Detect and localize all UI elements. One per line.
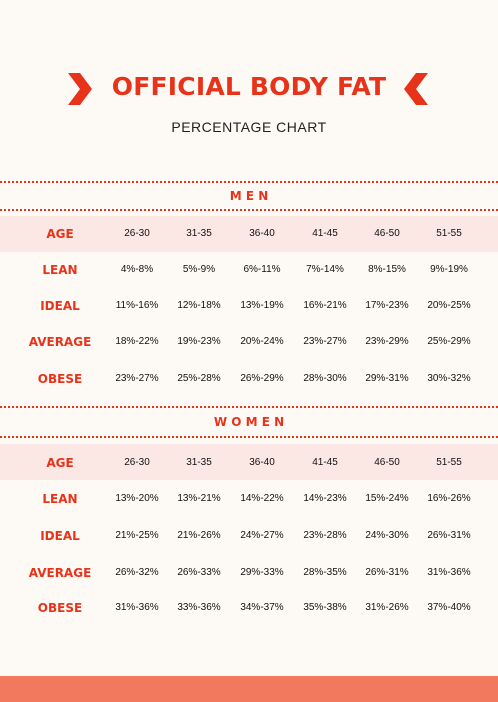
table-cell: 35%-38% [303,602,347,613]
table-row [0,369,498,389]
table-cell: 25%-28% [177,373,221,384]
table-cell: 21%-26% [177,530,221,541]
table-cell: 17%-23% [365,300,409,311]
table-cell: 24%-30% [365,530,409,541]
header-age: AGE [46,456,74,470]
row-label: OBESE [37,372,83,386]
table-cell: 26%-32% [115,567,159,578]
table-cell: 13%-19% [240,300,284,311]
table-cell: 23%-28% [303,530,347,541]
table-cell: 28%-35% [303,567,347,578]
table-cell: 14%-23% [303,493,347,504]
table-cell: 25%-29% [427,336,471,347]
table-cell: 9%-19% [430,264,468,275]
divider-dotted [0,209,498,211]
table-cell: 33%-36% [177,602,221,613]
header-cell: 36-40 [249,228,275,239]
divider-dotted [0,181,498,183]
section-label-women: W O M E N [213,415,285,429]
row-label: AVERAGE [28,335,92,349]
table-cell: 4%-8% [120,264,154,275]
table-header-row [0,224,498,244]
header-cell: 41-45 [312,457,338,468]
header-cell: 26-30 [124,228,150,239]
table-cell: 16%-21% [303,300,347,311]
table-cell: 23%-27% [303,336,347,347]
table-row [0,260,498,280]
table-row [0,489,498,509]
table-cell: 26%-31% [427,530,471,541]
table-cell: 31%-36% [115,602,159,613]
table-cell: 8%-15% [368,264,406,275]
header-cell: 51-55 [436,457,462,468]
table-cell: 30%-32% [427,373,471,384]
header-cell: 46-50 [374,457,400,468]
table-cell: 21%-25% [115,530,159,541]
table-header-row [0,453,498,473]
header-cell: 41-45 [312,228,338,239]
table-cell: 13%-21% [177,493,221,504]
header-cell: 31-35 [186,228,212,239]
table-cell: 14%-22% [240,493,284,504]
table-cell: 29%-33% [240,567,284,578]
row-label: OBESE [37,601,83,615]
row-label: LEAN [42,263,78,277]
table-row [0,526,498,546]
table-cell: 20%-24% [240,336,284,347]
table-cell: 28%-30% [303,373,347,384]
table-cell: 31%-26% [365,602,409,613]
table-cell: 5%-9% [182,264,216,275]
footer-bar [0,676,498,702]
row-label: IDEAL [40,299,80,313]
table-cell: 24%-27% [240,530,284,541]
table-cell: 15%-24% [365,493,409,504]
row-label: LEAN [42,492,78,506]
table-cell: 13%-20% [115,493,159,504]
header-cell: 51-55 [436,228,462,239]
table-cell: 18%-22% [115,336,159,347]
divider-dotted [0,436,498,438]
table-row [0,296,498,316]
table-row [0,563,498,583]
page-title: OFFICIAL BODY FAT [111,72,387,101]
header-cell: 31-35 [186,457,212,468]
header-age: AGE [46,227,74,241]
table-cell: 19%-23% [177,336,221,347]
table-cell: 12%-18% [177,300,221,311]
section-label-men: M E N [229,189,269,203]
table-cell: 31%-36% [427,567,471,578]
table-cell: 6%-11% [243,264,281,275]
table-row [0,332,498,352]
header-cell: 36-40 [249,457,275,468]
header-cell: 46-50 [374,228,400,239]
table-cell: 26%-29% [240,373,284,384]
table-cell: 11%-16% [115,300,159,311]
table-cell: 16%-26% [427,493,471,504]
row-label: AVERAGE [28,566,92,580]
row-label: IDEAL [40,529,80,543]
table-cell: 29%-31% [365,373,409,384]
table-cell: 26%-33% [177,567,221,578]
table-row [0,598,498,618]
table-cell: 37%-40% [427,602,471,613]
divider-dotted [0,406,498,408]
page-subtitle: PERCENTAGE CHART [171,119,327,135]
table-cell: 7%-14% [306,264,344,275]
table-cell: 20%-25% [427,300,471,311]
table-cell: 34%-37% [240,602,284,613]
table-cell: 23%-27% [115,373,159,384]
table-cell: 23%-29% [365,336,409,347]
header-cell: 26-30 [124,457,150,468]
table-cell: 26%-31% [365,567,409,578]
